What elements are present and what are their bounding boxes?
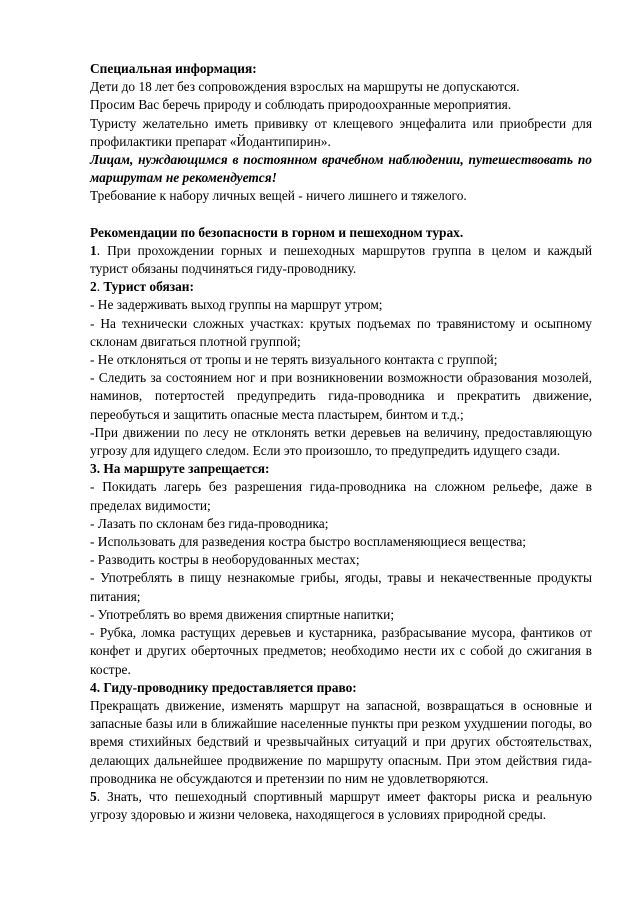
section-4-text: Прекращать движение, изменять маршрут на запасной, возвращаться в основные и запасные базы или в ближайшие населенные пункты при резком ухудшении погоды, во время стихийных бедствий и чрезвычайных ситуаций и при других обстоятельствах, делающих дальнейшее продвижение по маршруту опасным. При этом действия гида-проводника не обсуждаются и претензии по ним не удовлетворяются. bbox=[90, 697, 592, 786]
list-item: - Разводить костры в необорудованных местах; bbox=[90, 552, 360, 568]
section-text: . Знать, что пешеходный спортивный маршрут имеет факторы риска и реальную угрозу здоровью и жизни человека, находящегося в условиях природной среды. bbox=[90, 788, 592, 823]
list-item: - Покидать лагерь без разрешения гида-проводника на сложном рельефе, даже в пределах видимости; bbox=[90, 479, 592, 513]
list-item: - Употреблять во время движения спиртные напитки; bbox=[90, 606, 395, 622]
list-item: - Рубка, ломка растущих деревьев и кустарника, разбрасывание мусора, фантиков от конфет и других оберточных предметов; необходимо нести их с собой до сжигания в костре. bbox=[90, 625, 592, 677]
section-number: 2 bbox=[90, 279, 97, 295]
section-number: 5 bbox=[90, 788, 97, 804]
list-item: - Использовать для разведения костра быстро воспламеняющиеся вещества; bbox=[90, 534, 527, 550]
section-5 bbox=[90, 788, 592, 824]
special-info-paragraph: Туристу желательно иметь прививку от клещевого энцефалита или приобрести для профилактики препарат «Йодантипирин». bbox=[90, 115, 592, 149]
list-item: - Не задерживать выход группы на маршрут утром; bbox=[90, 297, 383, 313]
list-item: - На технически сложных участках: крутых подъемах по травянистому и осыпному склонам двигаться плотной группой; bbox=[90, 315, 592, 349]
special-info-paragraph: Требование к набору личных вещей - ничего лишнего и тяжелого. bbox=[90, 188, 467, 204]
special-info-paragraph: Просим Вас беречь природу и соблюдать природоохранные мероприятия. bbox=[90, 97, 512, 113]
section-spacer bbox=[90, 206, 592, 224]
list-item: - Следить за состоянием ног и при возникновении возможности образования мозолей, наминов, потертостей предупредить гида-проводника и прекратить движение, переобуться и защитить опасные места пластырем, бинтом и т.д.; bbox=[90, 370, 592, 422]
list-item: -При движении по лесу не отклонять ветки деревьев на величину, предоставляющую угрозу для идущего следом. Если это произошло, то предупредить идущего сзади. bbox=[90, 424, 592, 459]
section-dot: . bbox=[96, 279, 104, 295]
document-body bbox=[90, 60, 592, 824]
special-info-paragraph: Дети до 18 лет без сопровождения взрослых на маршруты не допускаются. bbox=[90, 79, 520, 95]
section-title: Турист обязан: bbox=[103, 279, 194, 295]
special-info-title: Специальная информация: bbox=[90, 61, 257, 76]
section-2-heading bbox=[90, 278, 592, 296]
safety-title: Рекомендации по безопасности в горном и пешеходном турах. bbox=[90, 224, 464, 240]
list-item: - Не отклоняться от тропы и не терять визуального контакта с группой; bbox=[90, 352, 498, 368]
section-1 bbox=[90, 242, 592, 278]
special-info-warning: Лицам, нуждающимся в постоянном врачебном наблюдении, путешествовать по маршрутам не рекомендуется! bbox=[90, 152, 592, 186]
list-item: - Лазать по склонам без гида-проводника; bbox=[90, 515, 329, 531]
section-number: 1 bbox=[90, 242, 97, 258]
section-3-heading: 3. На маршруте запрещается: bbox=[90, 461, 270, 477]
list-item: - Употреблять в пищу незнакомые грибы, ягоды, травы и некачественные продукты питания; bbox=[90, 570, 592, 604]
section-text: . При прохождении горных и пешеходных маршрутов группа в целом и каждый турист обязаны подчиняться гиду-проводнику. bbox=[90, 242, 592, 277]
section-4-heading: 4. Гиду-проводнику предоставляется право: bbox=[90, 679, 357, 695]
